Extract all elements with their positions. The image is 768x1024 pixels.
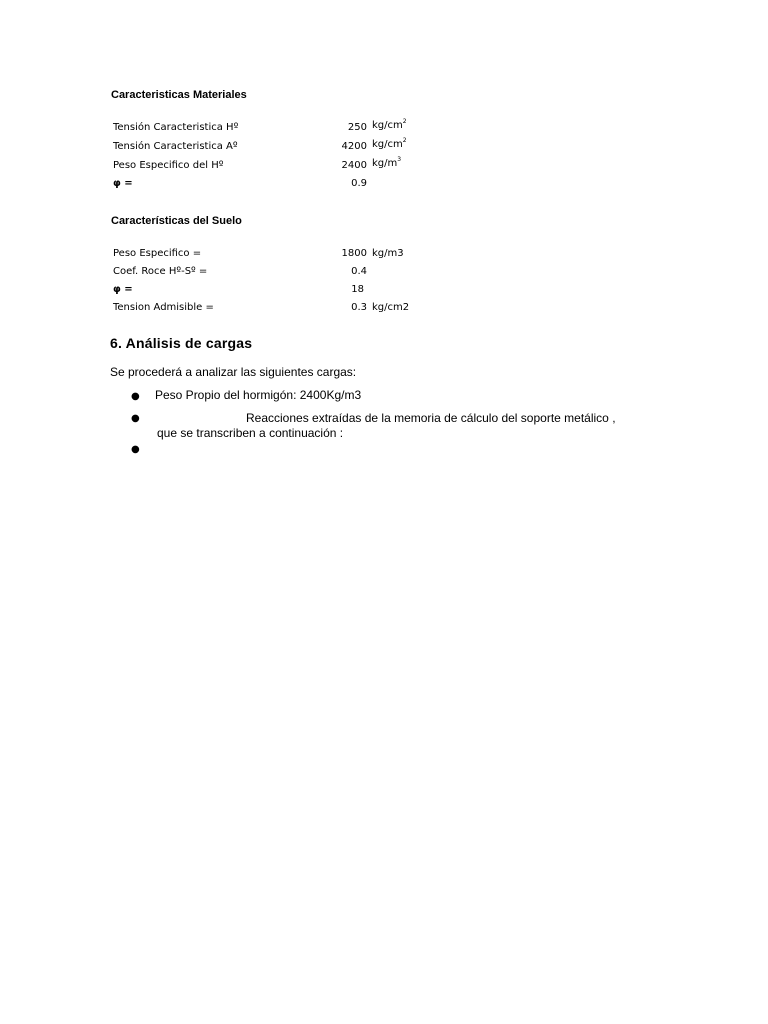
- row-label: Peso Especifico del Hº: [113, 160, 224, 171]
- row-unit: $kg/cm^2$: [372, 137, 407, 150]
- table-row: [113, 266, 433, 280]
- table-row: [113, 118, 433, 136]
- row-unit: $kg/m^3$: [372, 156, 402, 169]
- list-item-continuation: que se transcriben a continuación :: [157, 426, 344, 440]
- row-label: φ =: [113, 178, 133, 189]
- row-value: 4200: [341, 141, 367, 152]
- row-value: 0.4: [351, 266, 367, 277]
- bullet-icon: ●: [131, 444, 140, 455]
- section-intro: Se procederá a analizar las siguientes cargas:: [110, 365, 357, 379]
- list-item: Reacciones extraídas de la memoria de cálculo del soporte metálico ,: [246, 411, 616, 425]
- list-item: Peso Propio del hormigón: 2400Kg/m3: [155, 388, 362, 402]
- bullet-icon: ●: [131, 391, 140, 402]
- row-label: Tensión Caracteristica Aº: [113, 141, 238, 152]
- table-row: [113, 156, 433, 174]
- row-label: Tension Admisible =: [113, 302, 214, 313]
- row-value: 0.9: [351, 178, 367, 189]
- row-value: 250: [347, 122, 367, 133]
- row-unit: kg/cm2: [372, 302, 410, 313]
- table-row: [113, 137, 433, 155]
- row-unit: $kg/cm^2$: [372, 118, 407, 131]
- row-label: Peso Especifico =: [113, 248, 202, 259]
- row-label: φ =: [113, 284, 133, 295]
- row-label: Coef. Roce Hº-Sº =: [113, 266, 208, 277]
- section-title: 6. Análisis de cargas: [110, 335, 253, 351]
- soil-heading: Características del Suelo: [111, 215, 242, 227]
- table-row: [113, 178, 433, 192]
- row-value: 18: [351, 284, 364, 295]
- table-row: [113, 302, 433, 316]
- row-label: Tensión Caracteristica Hº: [113, 122, 239, 133]
- materials-heading: Caracteristicas Materiales: [111, 89, 247, 101]
- row-value: 0.3: [351, 302, 367, 313]
- table-row: [113, 284, 433, 298]
- bullet-icon: ●: [131, 413, 140, 424]
- row-unit: kg/m3: [372, 248, 404, 259]
- row-value: 2400: [341, 160, 367, 171]
- row-value: 1800: [341, 248, 367, 259]
- table-row: [113, 248, 433, 262]
